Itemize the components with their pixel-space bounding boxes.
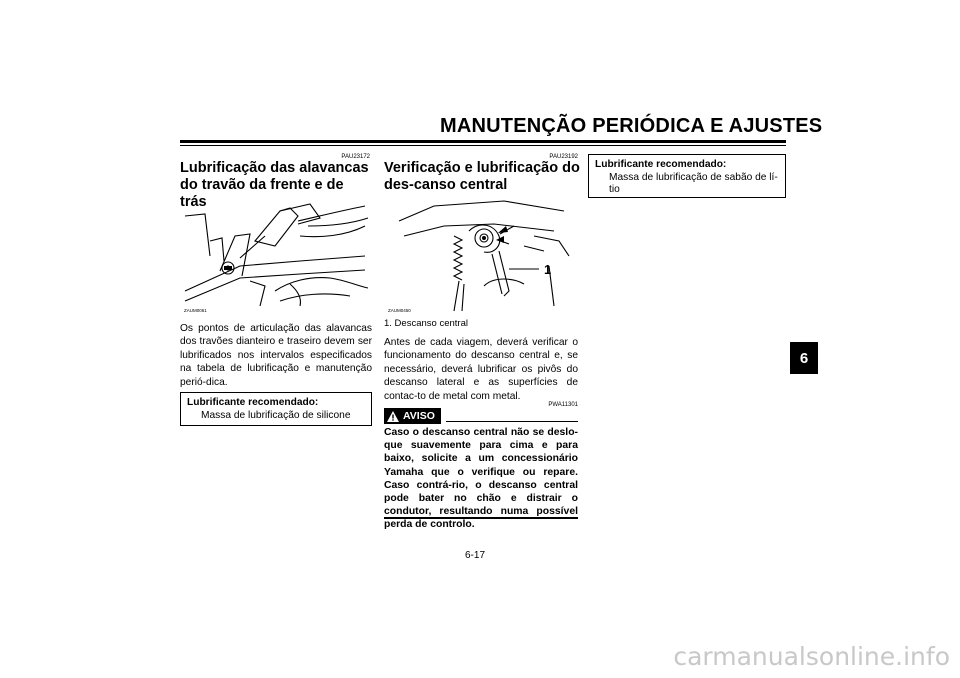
- section-code: PAU23172: [341, 154, 370, 160]
- lubricant-box-lithium: [588, 154, 786, 198]
- page-number: 6-17: [465, 550, 486, 561]
- header-rule-thin: [180, 145, 786, 146]
- center-stand-figure: [384, 196, 578, 316]
- warning-top-rule: [446, 421, 578, 422]
- figure-code: ZAUM0450: [388, 308, 411, 313]
- warning-triangle-icon: [387, 411, 399, 422]
- lubricant-title: Lubrificante recomendado:: [187, 397, 319, 408]
- warning-text: Caso o descanso central não se deslo-que suavemente para cima e para baixo, solicite a um concessionário Yamaha que o verifique ou repare. Caso contrá-rio, o descanso central pode bater no chão e distrair o condutor, resultando numa possível perda de controlo.: [384, 427, 578, 531]
- center-stand-illustration: [384, 196, 578, 316]
- header-rule: [180, 140, 786, 143]
- lubricant-value: Massa de lubrificação de sabão de lí-tio: [609, 171, 778, 195]
- watermark: carmanualsonline.info: [673, 642, 950, 671]
- section-heading-center-stand: Verificação e lubrificação do des-canso central: [384, 160, 580, 193]
- center-stand-body: Antes de cada viagem, deverá verificar o funcionamento do descanso central e, se necessário, deverá lubrificar os pivôs do descanso lateral e as superfícies de contac-to de metal com metal.: [384, 337, 578, 402]
- lubricant-title: Lubrificante recomendado:: [595, 159, 727, 170]
- lubricant-value: Massa de lubrificação de silicone: [201, 409, 351, 421]
- warning-label-text: AVISO: [403, 410, 435, 422]
- brake-lever-illustration: [180, 196, 372, 318]
- lubricant-box-silicone: [180, 392, 372, 426]
- section-code: PAU23192: [549, 154, 578, 160]
- page-title: MANUTENÇÃO PERIÓDICA E AJUSTES: [440, 115, 823, 137]
- warning-bottom-rule: [384, 517, 578, 519]
- brake-levers-body: Os pontos de articulação das alavancas dos travões dianteiro e traseiro devem ser lubrificados nos intervalos especificados na tabela de lubrificação e manutenção perió-dica.: [180, 323, 372, 388]
- figure-caption: 1. Descanso central: [384, 318, 468, 329]
- warning-code: PWA11301: [548, 402, 578, 408]
- callout-number: 1: [544, 262, 552, 277]
- section-heading-brake-levers: Lubrificação das alavancas do travão da frente e de trás: [180, 160, 369, 210]
- brake-lever-lubrication-figure: [180, 196, 372, 318]
- figure-code: ZAUM0061: [184, 308, 207, 313]
- warning-label: [384, 408, 441, 424]
- chapter-tab: 6: [790, 342, 818, 374]
